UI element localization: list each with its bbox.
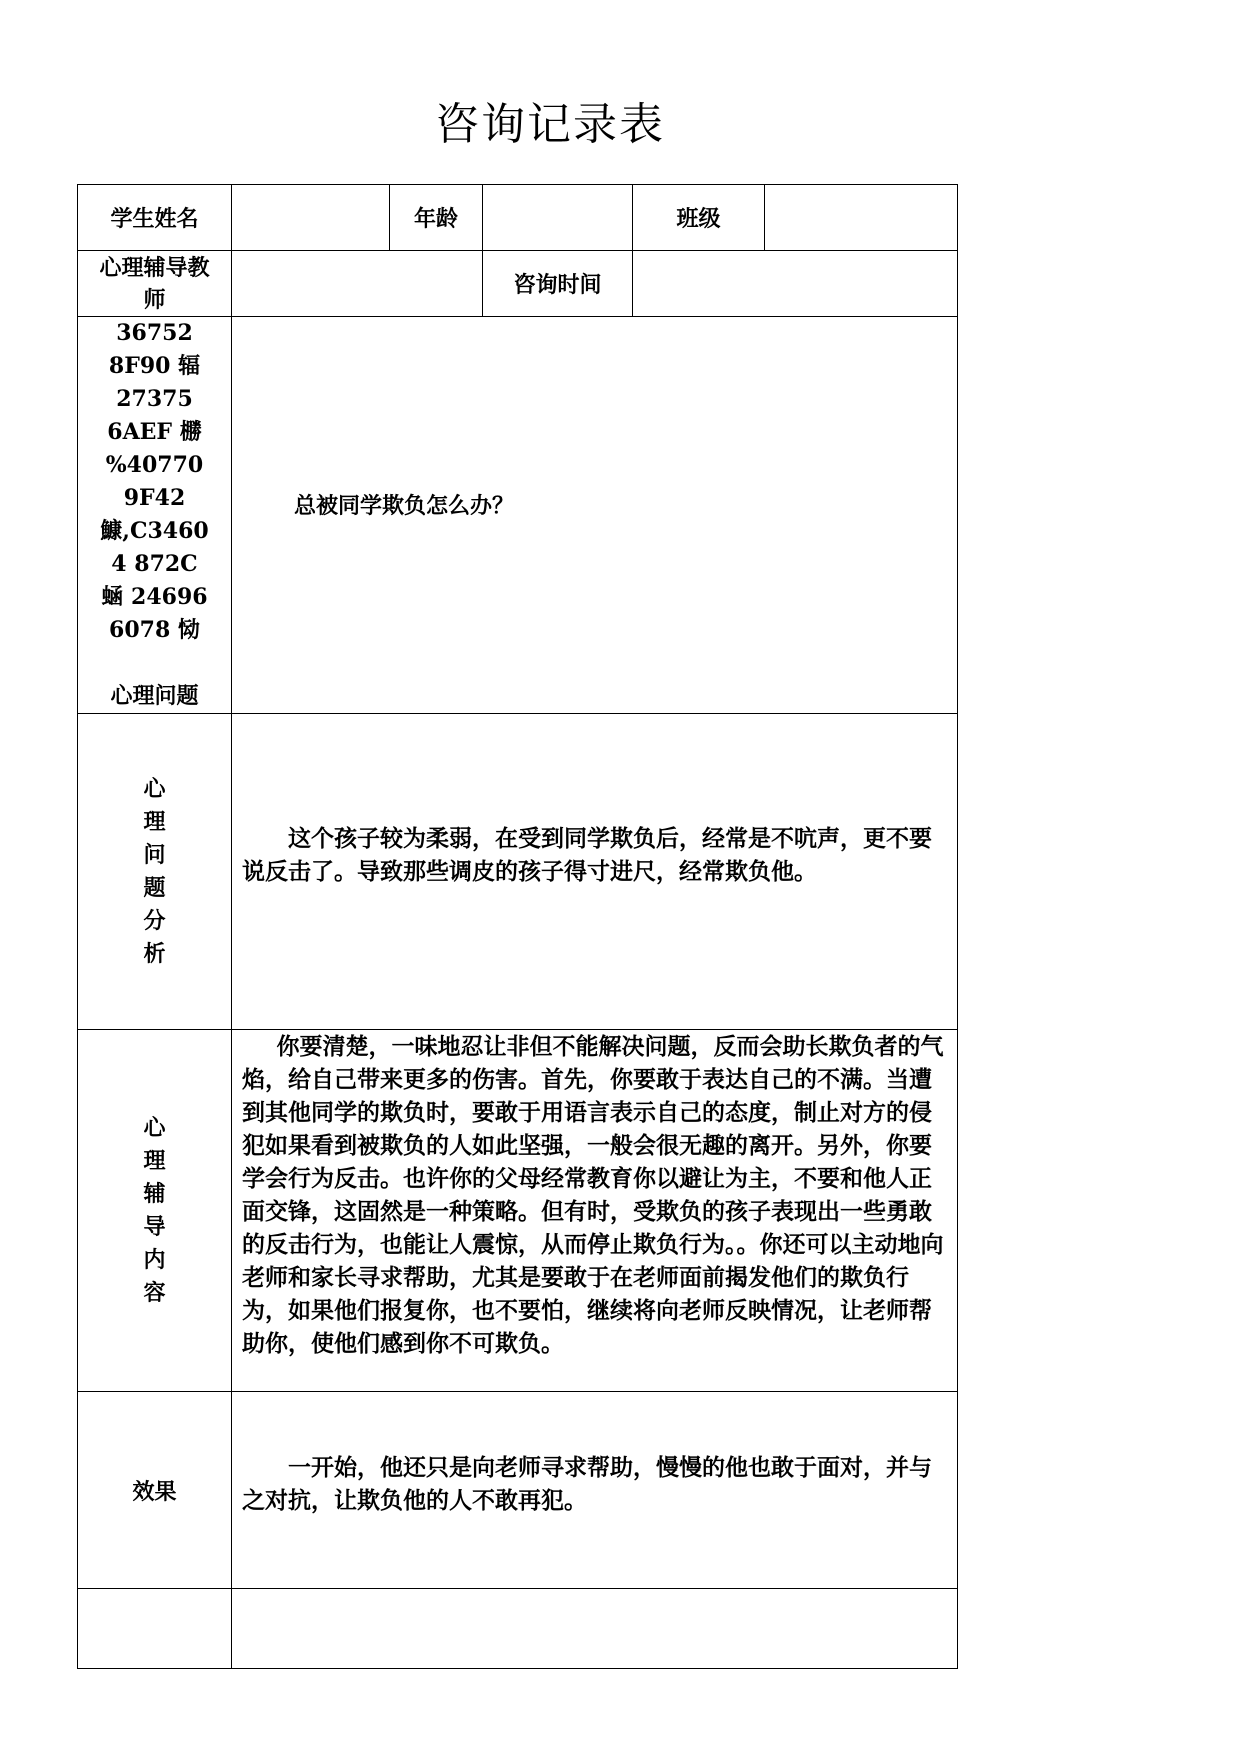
- effect-content: [232, 1392, 958, 1589]
- teacher-label-line-1: 心理辅导教: [99, 254, 210, 281]
- guidance-content: [232, 1030, 958, 1392]
- table-row-analysis: [78, 714, 958, 1030]
- problem-label-line: 6AEF 橳: [107, 419, 202, 445]
- teacher-label-line-2: 师: [143, 286, 166, 313]
- class-label: 班级: [633, 185, 765, 251]
- problem-label-line: 27375: [116, 386, 193, 412]
- guidance-label-char: 心: [143, 1114, 166, 1141]
- problem-label-line: 8F90 辐: [108, 353, 201, 379]
- problem-content: [232, 317, 958, 714]
- problem-label-line: 4 872C: [111, 551, 198, 577]
- guidance-label-char: 导: [143, 1213, 166, 1240]
- student-name-label: 学生姓名: [78, 185, 232, 251]
- analysis-label-char: 析: [143, 940, 166, 967]
- analysis-label: [78, 714, 232, 1030]
- effect-text: 一开始，他还只是向老师寻求帮助，慢慢的他也敢于面对，并与之对抗，让欺负他的人不敢再犯。: [242, 1454, 932, 1514]
- guidance-label: [78, 1030, 232, 1392]
- analysis-label-char: 分: [143, 907, 166, 934]
- guidance-label-char: 辅: [143, 1180, 166, 1207]
- effect-label: 效果: [78, 1392, 232, 1589]
- analysis-label-char: 心: [143, 775, 166, 802]
- consultation-record-table: [77, 184, 958, 1669]
- problem-text: 总被同学欺负怎么办？: [294, 492, 515, 519]
- problem-label-line: %40770: [105, 452, 204, 478]
- table-row-student-info: [78, 185, 958, 251]
- age-field[interactable]: [483, 185, 633, 251]
- analysis-label-char: 理: [143, 808, 166, 835]
- guidance-label-char: 内: [143, 1246, 166, 1273]
- problem-label-line: 36752: [116, 320, 193, 346]
- problem-label: [78, 317, 232, 714]
- problem-label-line: 心理问题: [110, 683, 199, 709]
- table-row-effect: [78, 1392, 958, 1589]
- page-title: 咨询记录表: [435, 99, 665, 150]
- blank-label-cell: [78, 1589, 232, 1669]
- guidance-label-char: 容: [143, 1279, 166, 1306]
- table-row-problem: [78, 317, 958, 714]
- analysis-content: [232, 714, 958, 1030]
- analysis-text: 这个孩子较为柔弱，在受到同学欺负后，经常是不吭声，更不要说反击了。导致那些调皮的孩子得寸进尺，经常欺负他。: [242, 824, 932, 885]
- class-field[interactable]: [765, 185, 958, 251]
- teacher-label: [78, 251, 232, 317]
- problem-label-line: [78, 647, 231, 680]
- problem-label-line: 9F42: [123, 485, 186, 511]
- analysis-label-char: 问: [143, 841, 166, 868]
- table-row-guidance: [78, 1030, 958, 1392]
- blank-content-cell[interactable]: [232, 1589, 958, 1669]
- teacher-field[interactable]: [232, 251, 483, 317]
- problem-label-line: 蜬 24696: [101, 584, 208, 610]
- student-name-field[interactable]: [232, 185, 390, 251]
- guidance-text: 你要清楚，一味地忍让非但不能解决问题，反而会助长欺负者的气焰，给自己带来更多的伤害。首先，你要敢于表达自己的不满。当遭到其他同学的欺负时，要敢于用语言表示自己的态度，制止对方的侵犯如果看到被欺负的人如此坚强，一般会很无趣的离开。另外，你要学会行为反击。也许你的父母经常教育你以避让为主，不要和他人正面交锋，这固然是一种策略。但有时，受欺负的孩子表现出一些勇敢的反击行为，也能让人震惊，从而停止欺负行为。。你还可以主动地向老师和家长寻求帮助，尤其是要敢于在老师面前揭发他们的欺负行为，如果他们报复你，也不要怕，继续将向老师反映情况，让老师帮助你，使他们感到你不可欺负。: [242, 1033, 944, 1357]
- table-row-blank: [78, 1589, 958, 1669]
- consult-time-label: 咨询时间: [483, 251, 633, 317]
- problem-label-line: 6078 恸: [109, 617, 200, 643]
- guidance-label-char: 理: [143, 1147, 166, 1174]
- age-label: 年龄: [390, 185, 483, 251]
- table-row-teacher-info: [78, 251, 958, 317]
- problem-label-line: 鱇,C3460: [100, 518, 209, 544]
- consult-time-field[interactable]: [633, 251, 958, 317]
- analysis-label-char: 题: [143, 874, 166, 901]
